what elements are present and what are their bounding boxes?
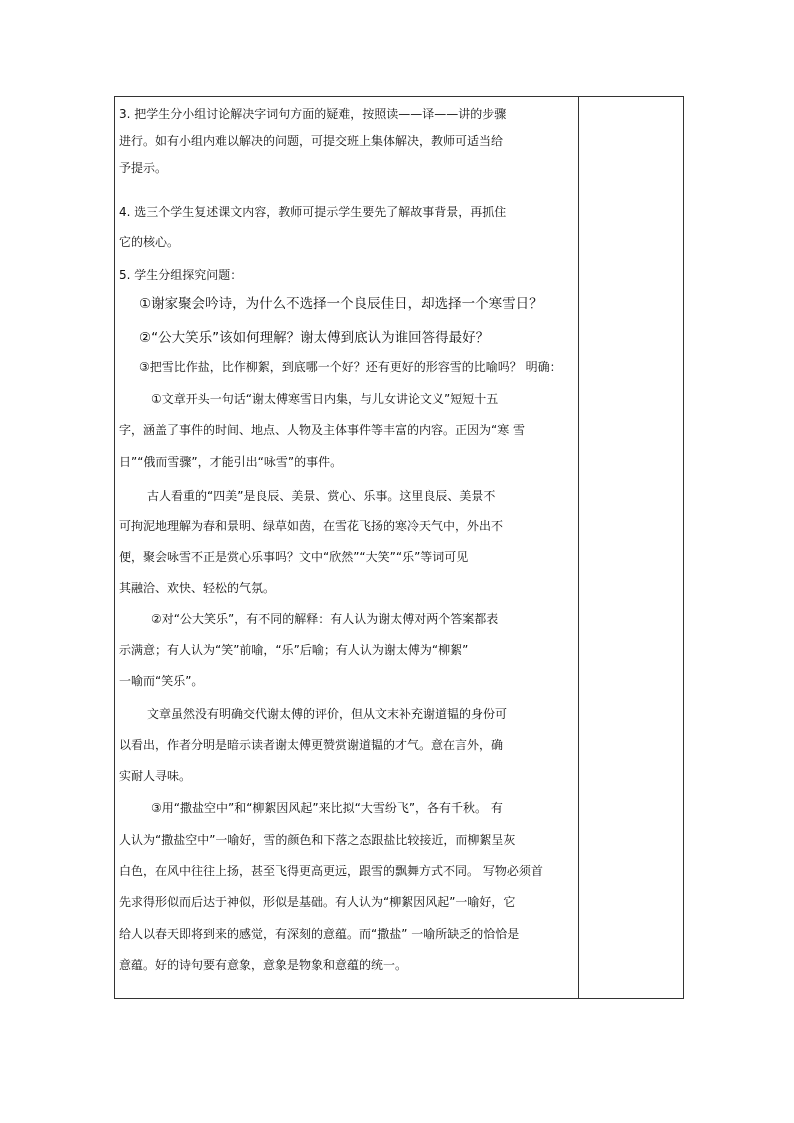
text-line: 便，聚会咏雪不正是赏心乐事吗？文中“欣然”“大笑”“乐”等词可见: [119, 550, 469, 564]
text-line: 4. 选三个学生复述课文内容，教师可提示学生要先了解故事背景，再抓住: [119, 205, 507, 219]
text-line: 一喻而“笑乐”。: [119, 674, 204, 688]
text-line: 古人看重的“四美”是良辰、美景、赏心、乐事。这里良辰、美景不: [147, 489, 496, 503]
text-line: 5. 学生分组探究问题：: [119, 268, 243, 282]
text-line: ③把雪比作盐，比作柳絮，到底哪一个好？还有更好的形容雪的比喻吗？ 明确：: [139, 360, 562, 374]
lesson-table: [114, 96, 684, 999]
text-line: 实耐人寻味。: [119, 769, 192, 783]
text-line: 它的核心。: [119, 235, 180, 249]
text-line: 先求得形似而后达于神似，形似是基础。有人认为“柳絮因风起”一喻好，它: [119, 895, 516, 909]
text-line: 予提示。: [119, 161, 168, 175]
text-line: ①谢家聚会吟诗，为什么不选择一个良辰佳日，却选择一个寒雪日？: [139, 296, 543, 312]
text-line: 进行。如有小组内难以解决的问题，可提交班上集体解决，教师可适当给: [119, 134, 504, 148]
text-line: ②对“公大笑乐”，有不同的解释：有人认为谢太傅对两个答案都表: [151, 612, 499, 626]
text-line: 可拘泥地理解为春和景明、绿草如茵，在雪花飞扬的寒冷天气中，外出不: [119, 519, 504, 533]
text-line: 文章虽然没有明确交代谢太傅的评价，但从文末补充谢道韫的身份可: [147, 707, 508, 721]
text-line: ②“公大笑乐”该如何理解？谢太傅到底认为谁回答得最好？: [139, 330, 490, 346]
text-line: ①文章开头一句话“谢太傅寒雪日内集，与儿女讲论文义”短短十五: [151, 392, 499, 406]
text-line: 给人以春天即将到来的感觉，有深刻的意蕴。而“撒盐” 一喻所缺乏的恰恰是: [119, 927, 520, 941]
notes-cell: [579, 97, 684, 998]
text-line: 3. 把学生分小组讨论解决字词句方面的疑难，按照读——译——讲的步骤: [119, 107, 507, 121]
text-line: 示满意；有人认为“笑”前喻，“乐”后喻；有人认为谢太傅为“柳絮”: [119, 643, 469, 657]
text-line: 其融洽、欢快、轻松的气氛。: [119, 581, 276, 595]
text-line: ③用“撒盐空中”和“柳絮因风起”来比拟“大雪纷飞”，各有千秋。 有: [151, 801, 503, 815]
text-line: 日”“俄而雪骤”，才能引出“咏雪”的事件。: [119, 455, 343, 469]
text-line: 人认为“撒盐空中”一喻好，雪的颜色和下落之态跟盐比较接近，而柳絮呈灰: [119, 833, 516, 847]
text-line: 意蕴。好的诗句要有意象，意象是物象和意蕴的统一。: [119, 958, 408, 972]
text-line: 字，涵盖了事件的时间、地点、人物及主体事件等丰富的内容。正因为“寒 雪: [119, 423, 526, 437]
text-line: 白色，在风中往往上扬，甚至飞得更高更远，跟雪的飘舞方式不同。 写物必须首: [119, 864, 543, 878]
text-line: 以看出，作者分明是暗示读者谢太傅更赞赏谢道韫的才气。意在言外，确: [119, 738, 504, 752]
